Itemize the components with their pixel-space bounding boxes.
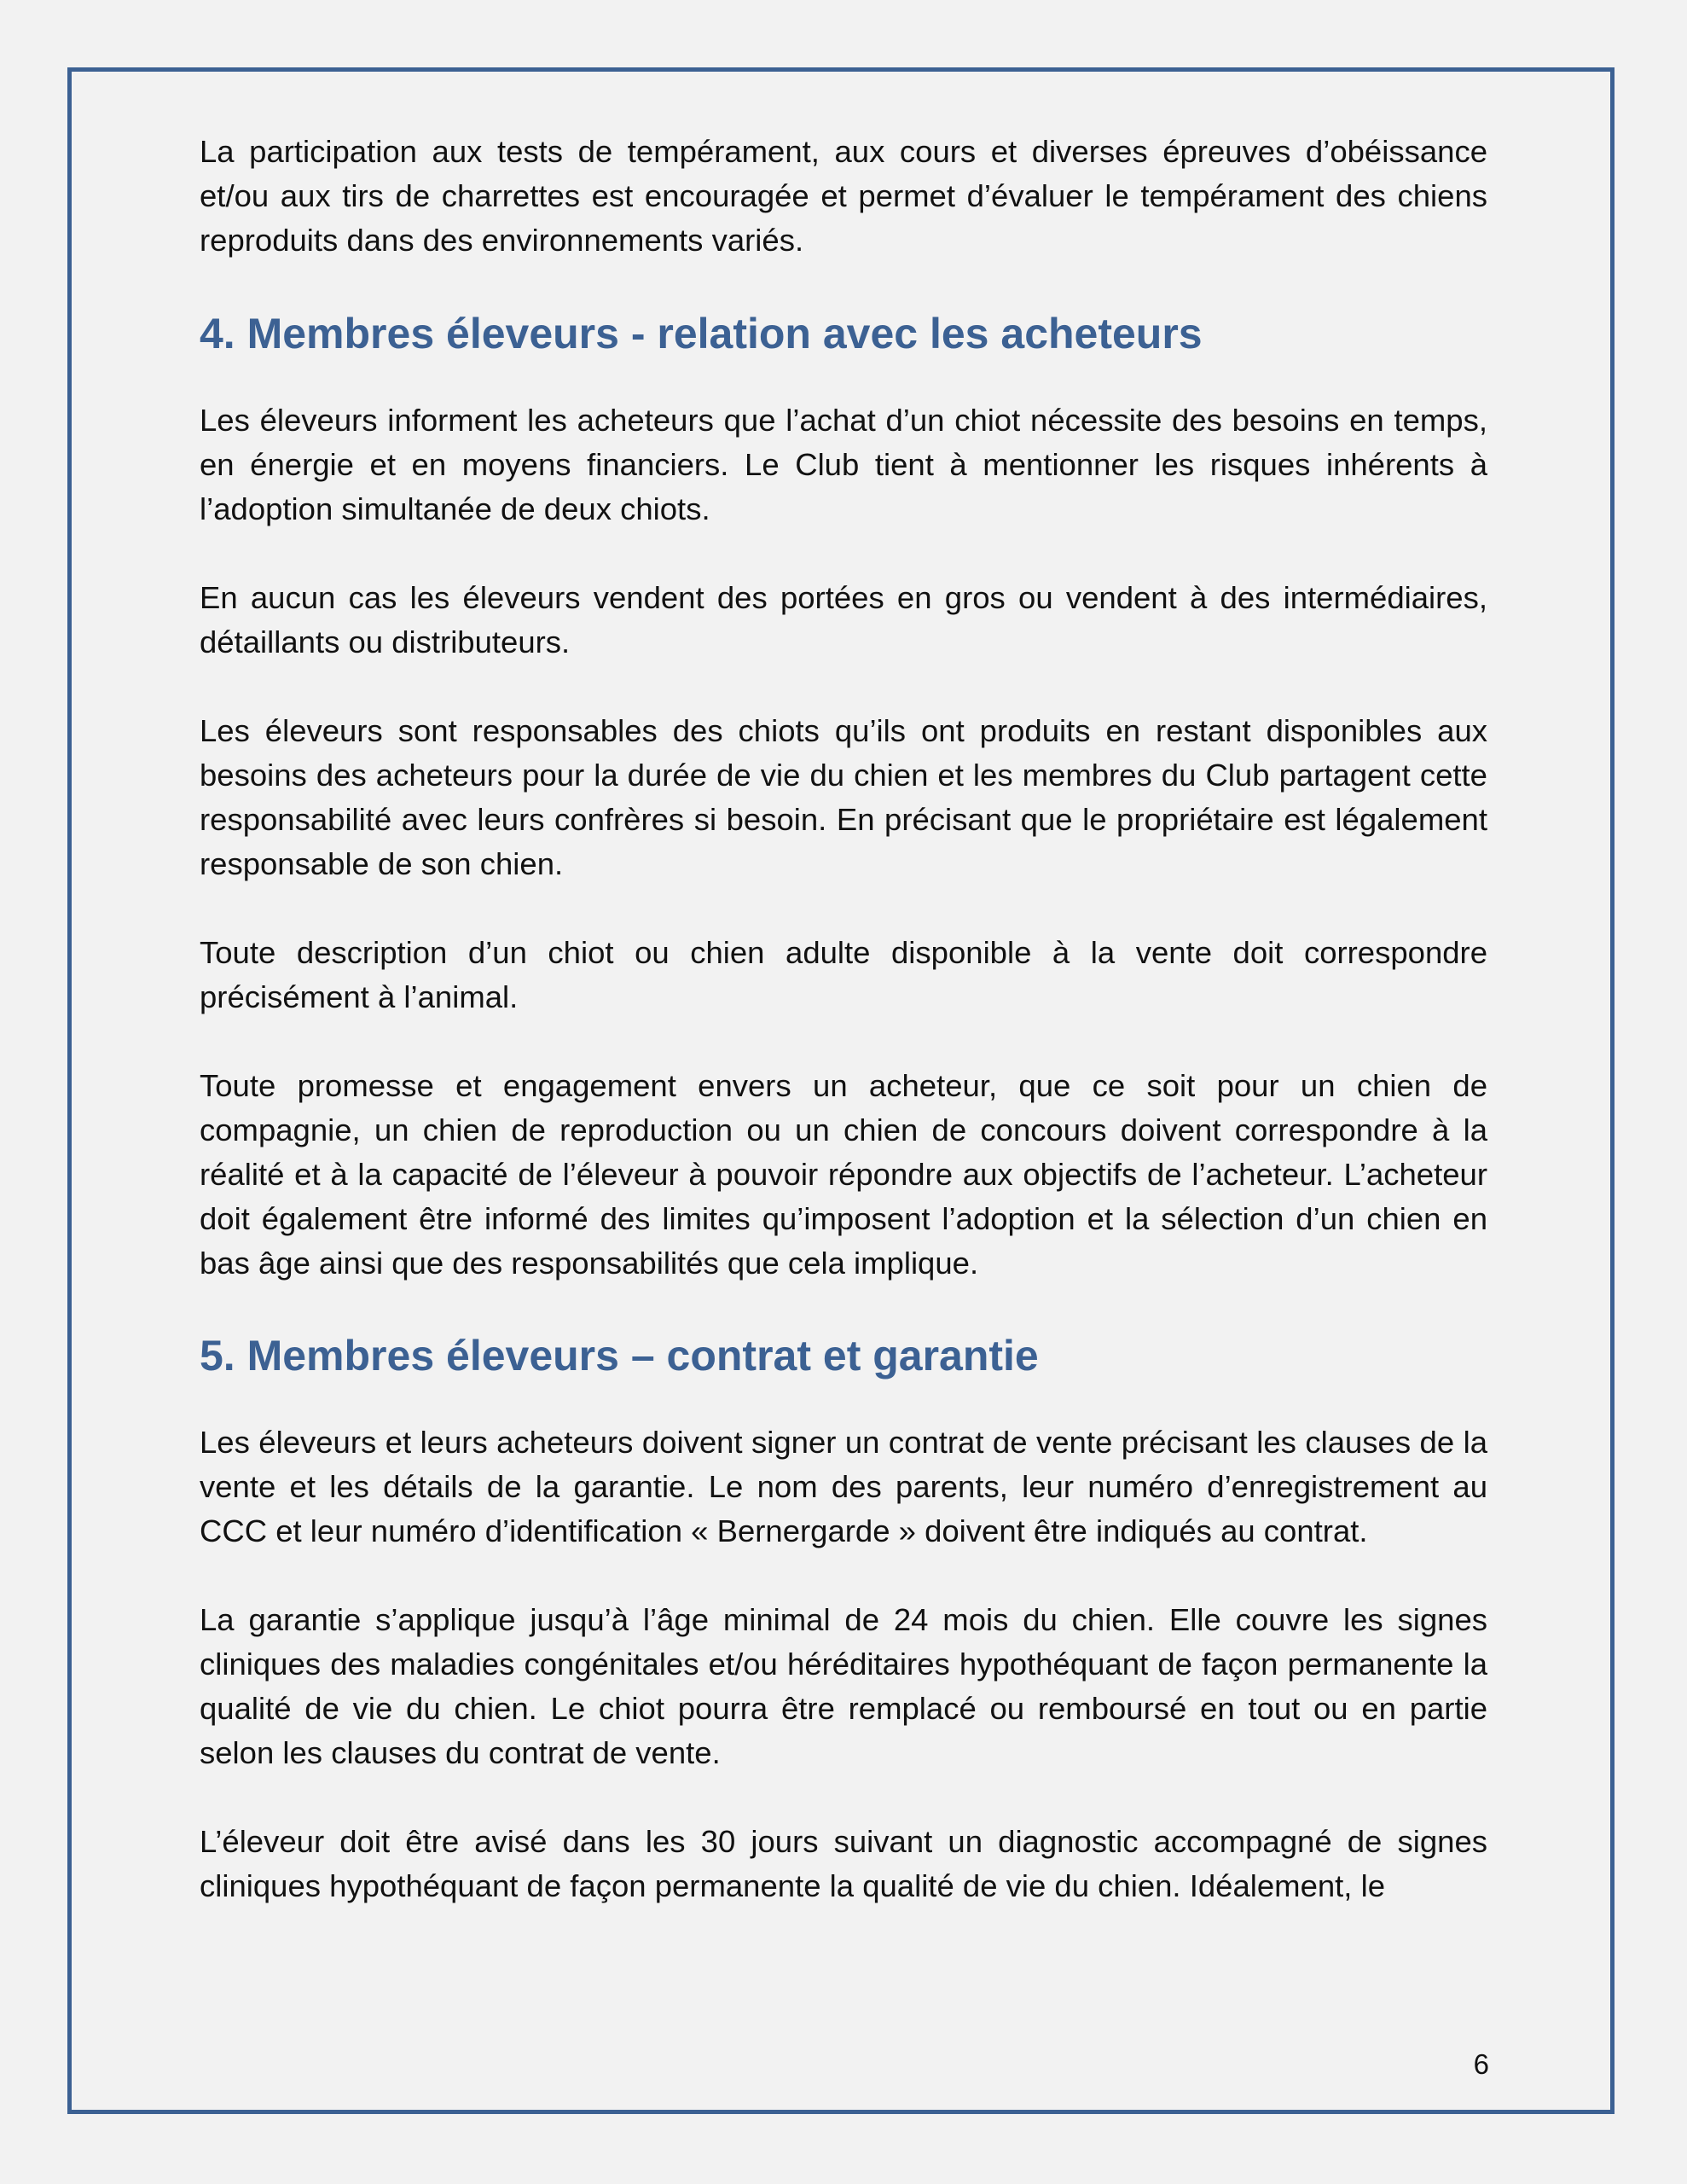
paragraph-intro: La participation aux tests de tempérament, aux cours et diverses épreuves d’obéissance et/ou aux tirs de charrettes est encouragée et permet d’évaluer le tempérament des chiens reproduits dans des environnements variés. [200, 134, 1487, 258]
section-4-paragraph: Toute promesse et engagement envers un acheteur, que ce soit pour un chien de compagnie, un chien de reproduction ou un chien de concours doivent correspondre à la réalité et à la capacité de l’éleveur à pouvoir répondre aux objectifs de l’acheteur. L’acheteur doit également être informé des limites qu’imposent l’adoption et la sélection d’un chien en bas âge ainsi que des responsabilités que cela implique. [200, 1068, 1487, 1281]
section-5-paragraph: L’éleveur doit être avisé dans les 30 jours suivant un diagnostic accompagné de signes cliniques hypothéquant de façon permanente la qualité de vie du chien. Idéalement, le [200, 1824, 1487, 1903]
section-4-paragraph: Les éleveurs sont responsables des chiots qu’ils ont produits en restant disponibles aux besoins des acheteurs pour la durée de vie du chien et les membres du Club partagent cette responsabilité avec leurs confrères si besoin. En précisant que le propriétaire est légalement responsable de son chien. [200, 713, 1487, 881]
section-5-paragraph: Les éleveurs et leurs acheteurs doivent signer un contrat de vente précisant les clauses de la vente et les détails de la garantie. Le nom des parents, leur numéro d’enregistrement au CCC et leur numéro d’identification « Bernergarde » doivent être indiqués au contrat. [200, 1425, 1487, 1548]
page-number: 6 [1473, 2048, 1489, 2080]
section-4-paragraph: Toute description d’un chiot ou chien adulte disponible à la vente doit correspondre précisément à l’animal. [200, 935, 1487, 1014]
document-body [200, 130, 1487, 1908]
section-5-paragraph: La garantie s’applique jusqu’à l’âge minimal de 24 mois du chien. Elle couvre les signes cliniques des maladies congénitales et/ou héréditaires hypothéquant de façon permanente la qualité de vie du chien. Le chiot pourra être remplacé ou remboursé en tout ou en partie selon les clauses du contrat de vente. [200, 1602, 1487, 1770]
section-4-paragraph: Les éleveurs informent les acheteurs que l’achat d’un chiot nécessite des besoins en temps, en énergie et en moyens financiers. Le Club tient à mentionner les risques inhérents à l’adoption simultanée de deux chiots. [200, 403, 1487, 526]
section-4-heading: 4. Membres éleveurs - relation avec les acheteurs [200, 310, 1203, 357]
section-4-paragraph: En aucun cas les éleveurs vendent des portées en gros ou vendent à des intermédiaires, détaillants ou distributeurs. [200, 580, 1487, 659]
section-5-heading: 5. Membres éleveurs – contrat et garantie [200, 1332, 1039, 1380]
